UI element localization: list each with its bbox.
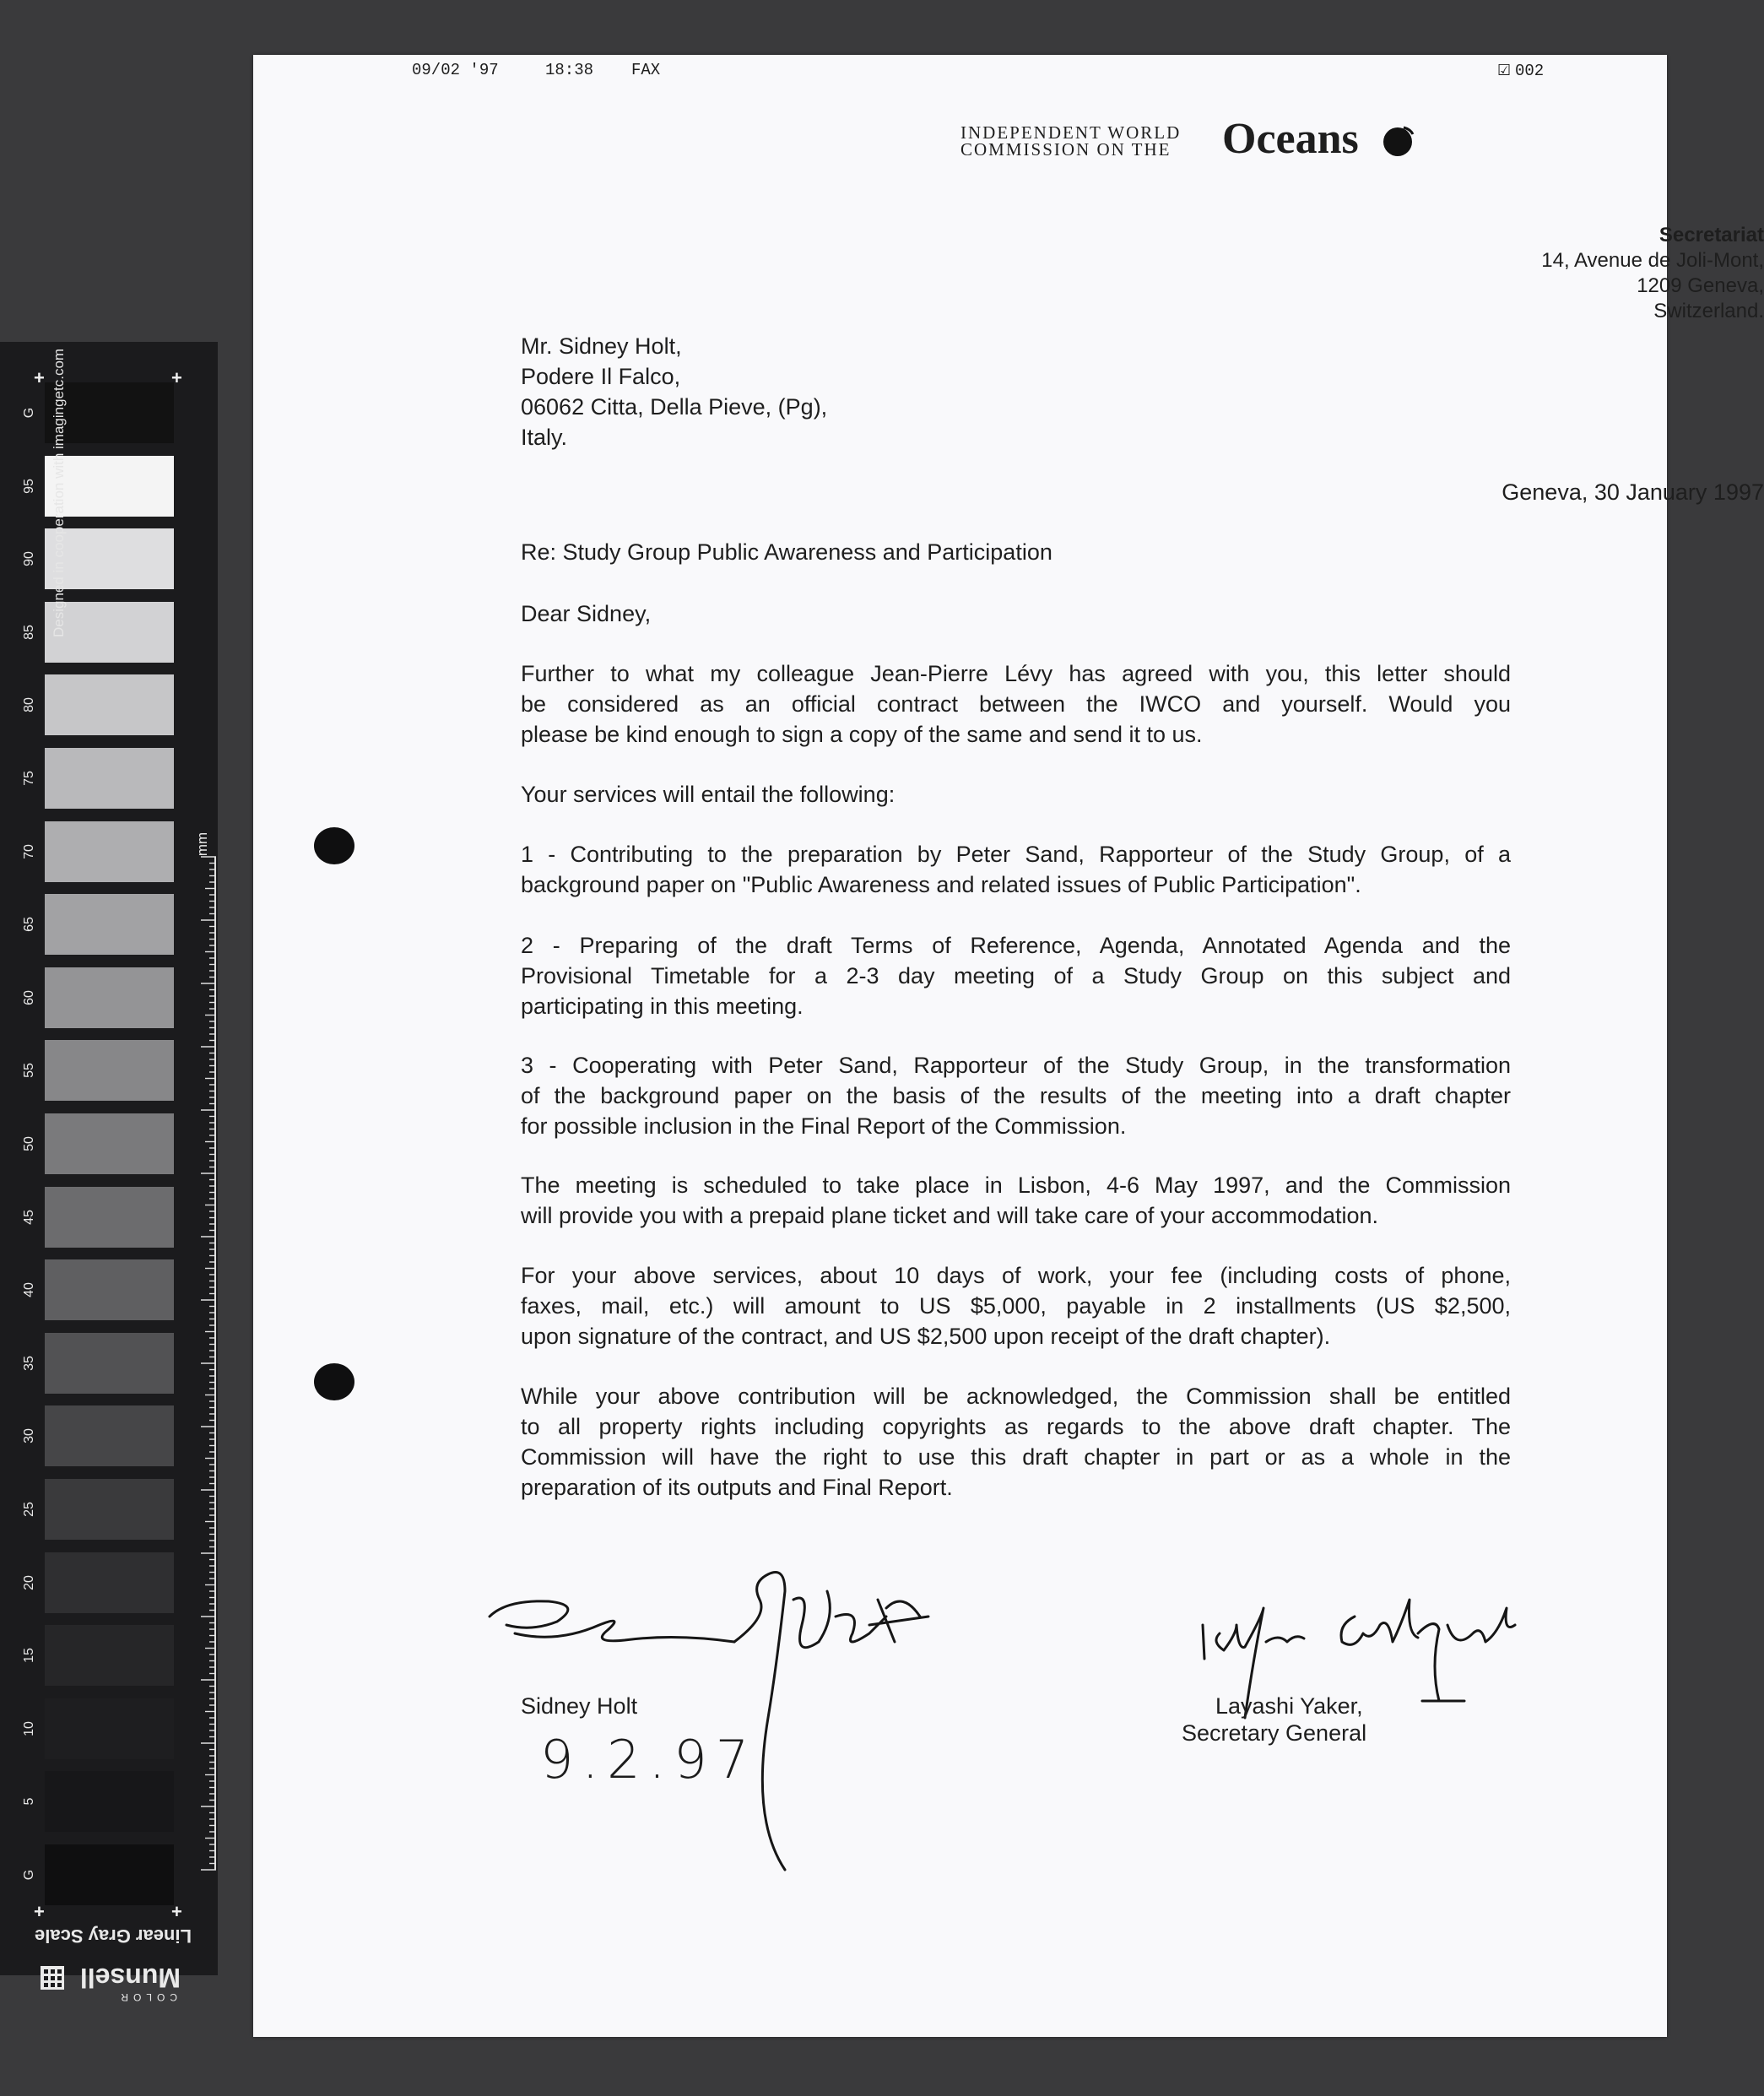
plus-mark: + <box>171 1901 182 1922</box>
paragraph-line: Your services will entail the following: <box>521 782 896 807</box>
punch-hole <box>314 827 354 864</box>
recipient-line: Mr. Sidney Holt, <box>521 333 682 359</box>
paragraph-line: will provide you with a prepaid plane ticket and will take care of your accommodation. <box>521 1203 1379 1228</box>
paragraph-line: Further to what my colleague Jean-Pierre Lévy has agreed with you, this letter should <box>521 661 1511 686</box>
subject-line: Re: Study Group Public Awareness and Participation <box>521 539 1052 565</box>
gray-scale-label: 5 <box>22 1797 36 1806</box>
recipient-line: Podere Il Falco, <box>521 364 681 389</box>
gray-patch <box>45 1625 174 1686</box>
munsell-logo <box>29 1954 198 2005</box>
body-paragraph <box>521 839 1511 900</box>
paragraph-line: For your above services, about 10 days of work, your fee (including costs of phone, <box>521 1263 1511 1288</box>
gray-scale-label: 50 <box>22 1136 36 1151</box>
fax-page-icon: ☑ <box>1497 62 1512 79</box>
gray-scale-label: 15 <box>22 1648 36 1664</box>
body-paragraph <box>521 1260 1511 1351</box>
paragraph-line: please be kind enough to sign a copy of the same and send it to us. <box>521 722 1203 747</box>
plus-mark: + <box>34 367 45 388</box>
plus-mark: + <box>171 367 182 388</box>
paragraph-line: preparation of its outputs and Final Report. <box>521 1475 953 1500</box>
fax-page: 002 <box>1515 62 1545 80</box>
gray-patch <box>45 1552 174 1613</box>
gray-scale-label: 95 <box>22 478 36 494</box>
plus-mark: + <box>34 1901 45 1922</box>
gray-scale-label: 55 <box>22 1063 36 1079</box>
gray-scale-label: 35 <box>22 1355 36 1371</box>
letter-page <box>253 55 1764 2037</box>
gray-scale-label: 90 <box>22 551 36 567</box>
paragraph-line: Commission will have the right to use this draft chapter in part or as a whole in the <box>521 1444 1511 1470</box>
gray-patch <box>45 1333 174 1394</box>
gray-scale-label: 20 <box>22 1574 36 1590</box>
paragraph-line: 2 - Preparing of the draft Terms of Reference, Agenda, Annotated Agenda and the <box>521 933 1511 958</box>
body-paragraph <box>521 658 1511 750</box>
body-paragraph <box>521 779 1511 810</box>
sender-title: Secretariat <box>1658 224 1764 246</box>
gray-patch <box>45 1698 174 1759</box>
fax-date: 09/02 '97 <box>412 61 499 79</box>
sender-address-line: 1209 Geneva, <box>1637 274 1764 297</box>
scale-credit: Designed in cooperation with imagingetc.com <box>51 348 67 637</box>
fax-time: 18:38 <box>545 61 594 79</box>
paragraph-line: Provisional Timetable for a 2-3 day meeting of a Study Group on this subject and <box>521 963 1511 988</box>
punch-hole <box>314 1363 354 1400</box>
recipient-line: Italy. <box>521 425 568 450</box>
paragraph-line: upon signature of the contract, and US $2,500 upon receipt of the draft chapter). <box>521 1324 1331 1349</box>
gray-scale-label: 75 <box>22 771 36 786</box>
body-paragraph <box>521 930 1511 1021</box>
gray-patch <box>45 1844 174 1905</box>
body-paragraph <box>521 1170 1511 1231</box>
gray-scale-label: 65 <box>22 917 36 933</box>
globe-logo-icon <box>1381 124 1416 158</box>
gray-patch <box>45 1405 174 1466</box>
paragraph-line: While your above contribution will be acknowledged, the Commission shall be entitled <box>521 1384 1511 1409</box>
gray-patch <box>45 967 174 1028</box>
gray-scale-label: 45 <box>22 1209 36 1225</box>
gray-scale-label: 10 <box>22 1720 36 1736</box>
body-paragraph <box>521 1381 1511 1503</box>
gray-patch <box>45 674 174 735</box>
paragraph-line: background paper on "Public Awareness and related issues of Public Participation". <box>521 872 1361 897</box>
gray-patch <box>45 1771 174 1832</box>
mm-label: mm <box>194 831 211 857</box>
salutation: Dear Sidney, <box>521 601 652 626</box>
handwritten-date: 9.2.97 <box>540 1729 758 1790</box>
gray-scale-label: 80 <box>22 697 36 713</box>
gray-patch <box>45 1187 174 1248</box>
munsell-name: Munsell <box>79 1963 181 1993</box>
gray-patch <box>45 1259 174 1320</box>
left-signatory-name: Sidney Holt <box>521 1693 638 1719</box>
letterhead-oceans: Oceans <box>1222 115 1359 163</box>
gray-scale-label: G <box>22 1869 36 1881</box>
paragraph-line: for possible inclusion in the Final Report of the Commission. <box>521 1113 1127 1139</box>
fax-label: FAX <box>631 61 661 79</box>
gray-scale-label: 25 <box>22 1502 36 1517</box>
gray-scale-label: 85 <box>22 624 36 640</box>
scale-title: Linear Gray Scale <box>35 1925 192 1947</box>
letterhead-line1: INDEPENDENT WORLD <box>960 122 1182 143</box>
paragraph-line: of the background paper on the basis of the results of the meeting into a draft chapter <box>521 1083 1511 1108</box>
gray-patch <box>45 1040 174 1101</box>
munsell-sub: COLOR <box>116 1991 177 2003</box>
gray-patch <box>45 1479 174 1540</box>
letterhead-line2: COMMISSION ON THE <box>960 139 1171 160</box>
paragraph-line: faxes, mail, etc.) will amount to US $5,000, payable in 2 installments (US $2,500, <box>521 1293 1511 1319</box>
gray-scale-label: 40 <box>22 1282 36 1298</box>
sender-address-line: Switzerland. <box>1653 300 1764 322</box>
body-paragraph <box>521 1050 1511 1141</box>
gray-scale-label: G <box>22 407 36 419</box>
right-signatory-name: Layashi Yaker, <box>1215 1693 1363 1719</box>
paragraph-line: participating in this meeting. <box>521 994 804 1019</box>
gray-scale-label: 60 <box>22 989 36 1005</box>
paragraph-line: 1 - Contributing to the preparation by Peter Sand, Rapporteur of the Study Group, of a <box>521 842 1511 867</box>
paragraph-line: to all property rights including copyrights as regards to the above draft chapter. The <box>521 1414 1511 1439</box>
recipient-line: 06062 Citta, Della Pieve, (Pg), <box>521 394 828 420</box>
paragraph-line: 3 - Cooperating with Peter Sand, Rapporteur of the Study Group, in the transformation <box>521 1053 1511 1078</box>
paragraph-line: be considered as an official contract between the IWCO and yourself. Would you <box>521 691 1511 717</box>
gray-scale-label: 30 <box>22 1428 36 1444</box>
gray-scale-card <box>0 342 218 2003</box>
paragraph-line: The meeting is scheduled to take place in Lisbon, 4-6 May 1997, and the Commission <box>521 1173 1511 1198</box>
munsell-grid-icon <box>41 1966 64 1990</box>
sender-address-line: 14, Avenue de Joli-Mont, <box>1541 249 1764 272</box>
right-signatory-title: Secretary General <box>1182 1720 1367 1746</box>
place-date: Geneva, 30 January 1997 <box>1502 479 1764 505</box>
gray-patch <box>45 894 174 955</box>
gray-patch <box>45 1113 174 1174</box>
gray-patch <box>45 748 174 809</box>
mm-ruler <box>199 857 216 1870</box>
gray-scale-label: 70 <box>22 843 36 859</box>
gray-patch <box>45 821 174 882</box>
